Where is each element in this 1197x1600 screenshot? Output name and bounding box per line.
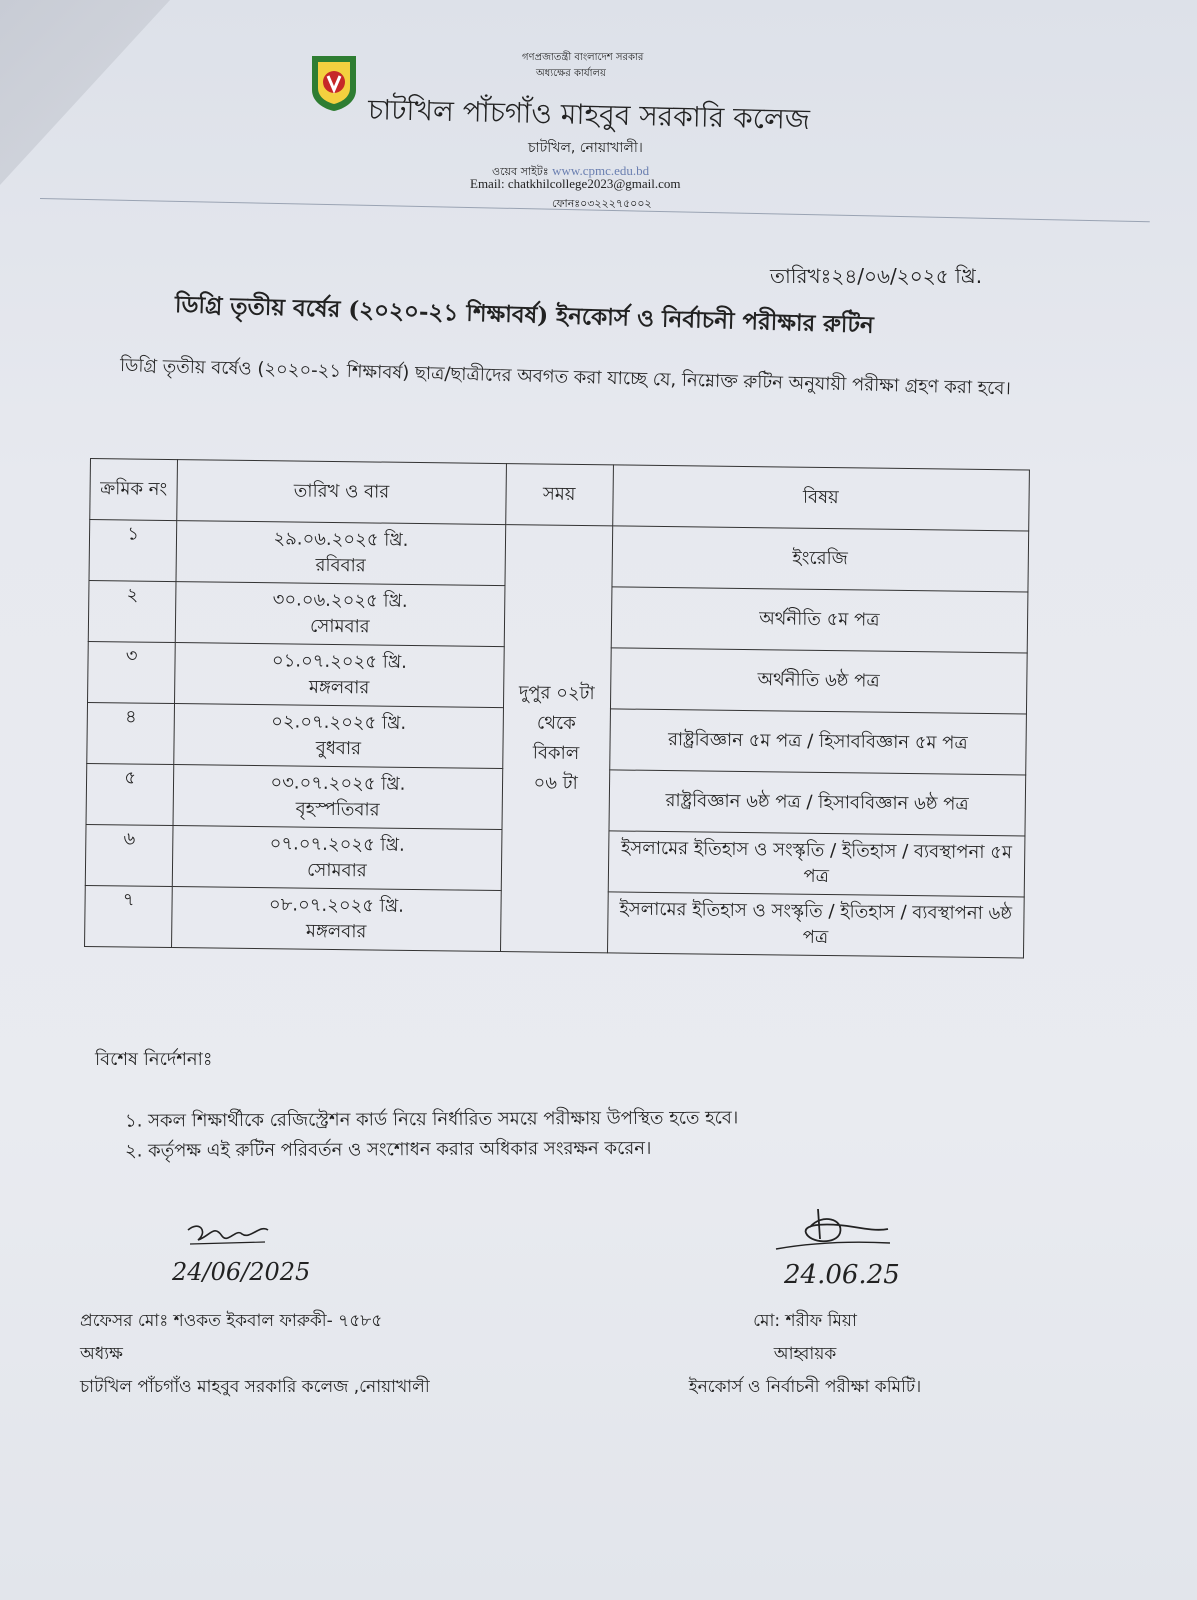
exam-date: ২৯.০৬.২০২৫ খ্রি. xyxy=(273,528,409,551)
website-link[interactable]: www.cpmc.edu.bd xyxy=(552,163,650,178)
serial-cell: ৭ xyxy=(85,885,173,947)
routine-table xyxy=(84,458,1030,958)
serial-cell: ৪ xyxy=(87,702,175,764)
time-line: ০৬ টা xyxy=(533,772,578,794)
exam-day: মঙ্গলবার xyxy=(305,920,367,943)
notice-date: তারিখঃ২৪/০৬/২০২৫ খ্রি. xyxy=(770,264,983,288)
convener-signature xyxy=(770,1205,930,1295)
subject-cell: ইসলামের ইতিহাস ও সংস্কৃতি / ইতিহাস / ব্যবস্থাপনা ৬ষ্ঠ পত্র xyxy=(607,892,1024,958)
date-cell xyxy=(175,582,504,647)
routine-table-wrapper xyxy=(84,458,1045,959)
date-cell xyxy=(175,643,504,708)
convener-block xyxy=(655,1305,955,1404)
convener-signature-date: 24.06.25 xyxy=(784,1260,900,1290)
principal-signature xyxy=(170,1218,370,1303)
subject-cell: অর্থনীতি ৫ম পত্র xyxy=(611,587,1028,653)
time-line: দুপুর ০২টা xyxy=(518,682,595,705)
notice-intro: ডিগ্রি তৃতীয় বর্ষেও (২০২০-২১ শিক্ষাবর্ষ) ছাত্র/ছাত্রীদের অবগত করা যাচ্ছে যে, নিম্নোক্ত রুটিন অনুযায়ী পরীক্ষা গ্রহণ করা হবে। xyxy=(119,355,1012,400)
header-serial: ক্রমিক নং xyxy=(90,459,178,521)
header-subject: বিষয় xyxy=(612,465,1029,531)
serial-cell: ২ xyxy=(88,580,176,642)
exam-date: ০৩.০৭.২০২৫ খ্রি. xyxy=(270,772,406,795)
paper-corner xyxy=(0,0,200,200)
exam-date: ০৮.০৭.২০২৫ খ্রি. xyxy=(268,894,405,917)
college-address: চাটখিল, নোয়াখালী। xyxy=(528,140,643,156)
convener-committee: ইনকোর্স ও নির্বাচনী পরীক্ষা কমিটি। xyxy=(688,1377,922,1397)
notice-title: ডিগ্রি তৃতীয় বর্ষের (২০২০-২১ শিক্ষাবর্ষ) ইনকোর্স ও নির্বাচনী পরীক্ষার রুটিন xyxy=(174,291,875,339)
convener-designation: আহ্বায়ক xyxy=(773,1344,837,1364)
exam-day: বৃহস্পতিবার xyxy=(295,798,380,821)
table-row xyxy=(89,520,1029,592)
exam-date: ০২.০৭.২০২৫ খ্রি. xyxy=(271,711,407,734)
serial-cell: ১ xyxy=(89,520,177,582)
date-cell xyxy=(173,765,502,830)
email-line: Email: chatkhilcollege2023@gmail.com xyxy=(470,176,681,191)
date-cell xyxy=(172,826,501,891)
note-item: ১. সকল শিক্ষার্থীকে রেজিস্ট্রেশন কার্ড নিয়ে নির্ধারিত সময়ে পরীক্ষায় উপস্থিত হতে হবে। xyxy=(124,1107,739,1132)
subject-cell: ইসলামের ইতিহাস ও সংস্কৃতি / ইতিহাস / ব্যবস্থাপনা ৫ম পত্র xyxy=(608,831,1025,897)
header-time: সময় xyxy=(505,464,613,526)
subject-cell: ইংরেজি xyxy=(611,526,1028,592)
phone-line: ফোনঃ০৩২২২৭৫০০২ xyxy=(552,197,652,210)
website-label: ওয়েব সাইটঃ xyxy=(492,165,549,178)
principal-designation: অধ্যক্ষ xyxy=(80,1344,123,1364)
convener-name: মো: শরীফ মিয়া xyxy=(753,1311,857,1331)
office-line: অধ্যক্ষের কার্যালয় xyxy=(536,68,606,79)
subject-cell: রাষ্ট্রবিজ্ঞান ৫ম পত্র / হিসাববিজ্ঞান ৫ম পত্র xyxy=(609,709,1026,775)
table-header-row xyxy=(90,459,1030,531)
subject-cell: অর্থনীতি ৬ষ্ঠ পত্র xyxy=(610,648,1027,714)
date-cell xyxy=(174,704,503,769)
letterhead xyxy=(300,48,860,223)
serial-cell: ৩ xyxy=(88,641,176,703)
exam-date: ০৭.০৭.২০২৫ খ্রি. xyxy=(269,833,405,856)
exam-day: বুধবার xyxy=(315,737,362,760)
government-line: গণপ্রজাতন্ত্রী বাংলাদেশ সরকার xyxy=(522,52,644,63)
date-cell xyxy=(172,887,501,952)
college-name: চাটখিল পাঁচগাঁও মাহবুব সরকারি কলেজ xyxy=(367,93,811,137)
principal-institution: চাটখিল পাঁচগাঁও মাহবুব সরকারি কলেজ ,নোয়াখালী xyxy=(80,1377,430,1397)
principal-block xyxy=(80,1305,430,1404)
exam-day: মঙ্গলবার xyxy=(308,676,370,699)
exam-day: সোমবার xyxy=(309,615,370,638)
time-line: থেকে xyxy=(536,712,576,734)
principal-signature-date: 24/06/2025 xyxy=(172,1258,311,1286)
header-date-day: তারিখ ও বার xyxy=(177,460,506,525)
exam-date: ০১.০৭.২০২৫ খ্রি. xyxy=(271,650,408,673)
time-cell xyxy=(500,525,612,953)
exam-day: সোমবার xyxy=(306,859,367,882)
serial-cell: ৬ xyxy=(85,824,173,886)
time-line: বিকাল xyxy=(532,742,580,764)
college-crest-icon xyxy=(308,54,360,112)
subject-cell: রাষ্ট্রবিজ্ঞান ৬ষ্ঠ পত্র / হিসাববিজ্ঞান ৬ষ্ঠ পত্র xyxy=(608,770,1025,836)
notes-heading: বিশেষ নির্দেশনাঃ xyxy=(95,1049,213,1070)
exam-day: রবিবার xyxy=(315,554,366,577)
date-cell xyxy=(176,521,505,586)
principal-name: প্রফেসর মোঃ শওকত ইকবাল ফারুকী- ৭৫৮৫ xyxy=(80,1311,383,1331)
serial-cell: ৫ xyxy=(86,763,174,825)
note-item: ২. কর্তৃপক্ষ এই রুটিন পরিবর্তন ও সংশোধন করার অধিকার সংরক্ষন করেন। xyxy=(124,1137,652,1162)
exam-date: ৩০.০৬.২০২৫ খ্রি. xyxy=(272,589,408,612)
notes-list xyxy=(125,1105,738,1165)
